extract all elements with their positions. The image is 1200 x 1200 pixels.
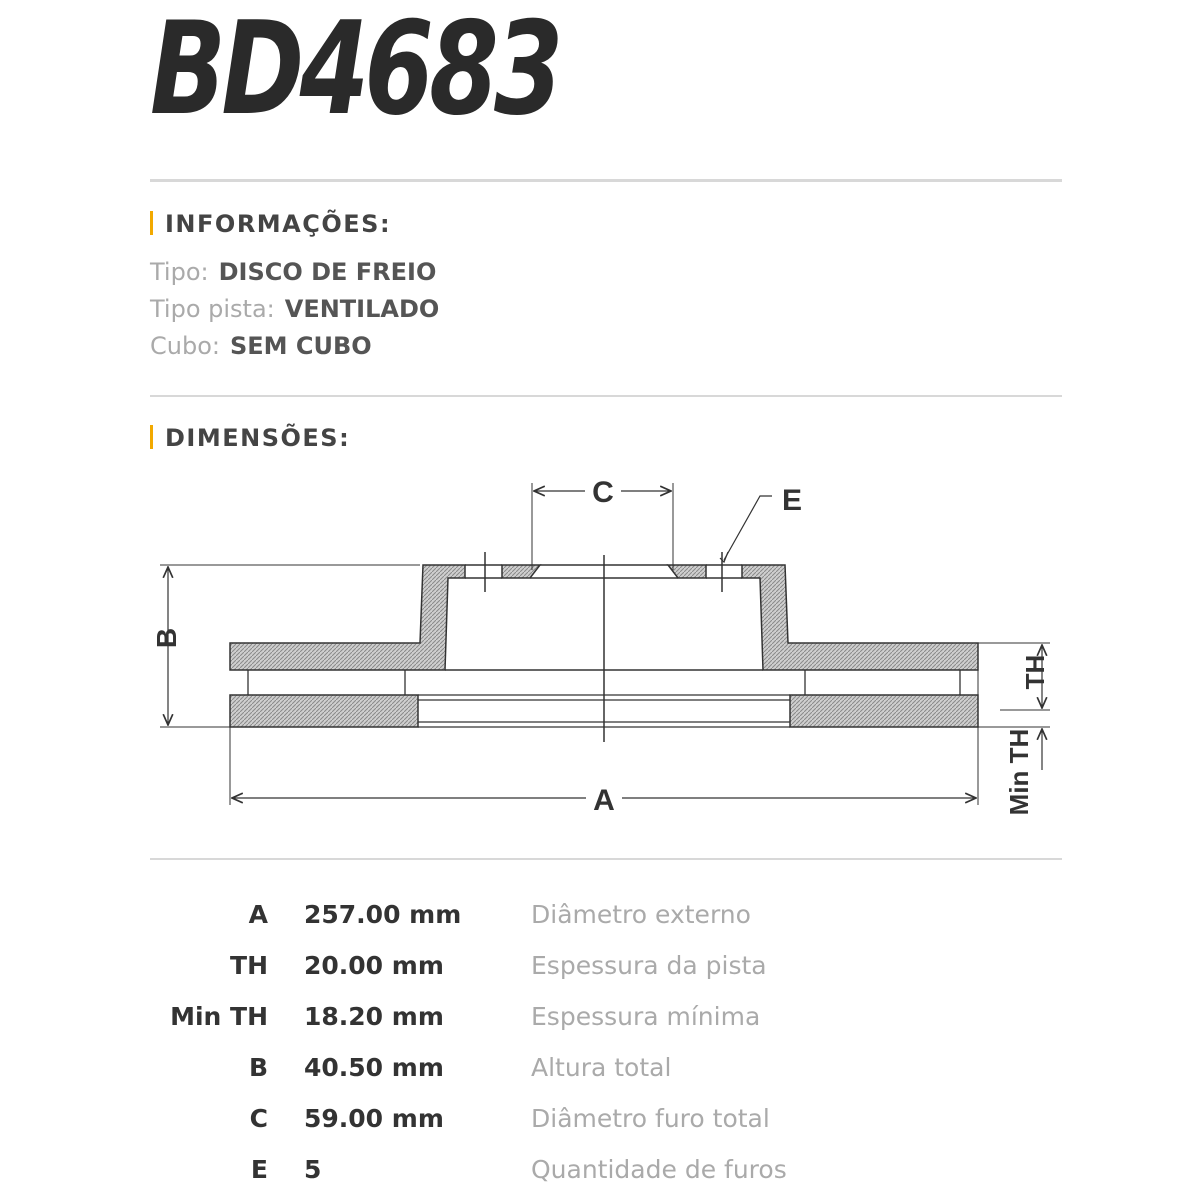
dimension-row-e [0,1155,1200,1195]
info-row-tipo [150,258,436,286]
divider [150,395,1062,397]
divider [150,179,1062,182]
dimension-code: TH [230,951,268,980]
label-MinTH: Min TH [1004,728,1034,816]
dimension-value: 257.00 mm [304,900,462,929]
dimension-desc: Diâmetro furo total [531,1104,770,1133]
label-B: B [151,627,182,649]
disc-plate-bottom-left [230,695,418,727]
dimensions-heading [150,424,350,452]
label-A: A [593,784,615,817]
dimension-value: 5 [304,1155,322,1184]
dimension-desc: Espessura da pista [531,951,767,980]
dimensions-heading-label: DIMENSÕES: [165,424,351,452]
label-C: C [592,476,614,509]
accent-bar [150,425,153,449]
info-value: VENTILADO [284,295,440,323]
dimension-desc: Altura total [531,1053,672,1082]
info-key: Cubo: [150,332,220,360]
dimension-value: 20.00 mm [304,951,444,980]
divider [150,858,1062,860]
dimension-code: B [248,1053,268,1082]
dimension-row-a [0,900,1200,940]
info-key: Tipo: [150,258,209,286]
dimension-code: Min TH [170,1002,268,1031]
info-key: Tipo pista: [150,295,275,323]
hub-flange-right [668,565,706,578]
dimension-code: E [250,1155,268,1184]
info-heading-label: INFORMAÇÕES: [165,210,392,238]
disc-plate-bottom-right [790,695,978,727]
info-row-cubo [150,332,372,360]
disc-section-left [230,565,465,670]
info-value: DISCO DE FREIO [218,258,437,286]
dimension-desc: Quantidade de furos [531,1155,787,1184]
dimension-row-th [0,951,1200,991]
info-heading [150,210,391,238]
dimension-row-min-th [0,1002,1200,1042]
dimension-code: C [249,1104,268,1133]
label-TH: TH [1020,654,1050,690]
disc-section-right [742,565,978,670]
accent-bar [150,211,153,235]
info-value: SEM CUBO [229,332,372,360]
info-row-tipo-pista [150,295,439,323]
hub-flange-left [502,565,540,578]
brake-disc-diagram [0,460,1200,860]
label-E: E [781,484,803,517]
dimension-value: 40.50 mm [304,1053,444,1082]
dimension-desc: Espessura mínima [531,1002,761,1031]
dimension-code: A [248,900,268,929]
dimension-row-b [0,1053,1200,1093]
product-code-title: BD4683 [150,0,559,144]
dimension-value: 59.00 mm [304,1104,444,1133]
dimension-row-c [0,1104,1200,1144]
dimension-desc: Diâmetro externo [531,900,751,929]
dimension-value: 18.20 mm [304,1002,444,1031]
